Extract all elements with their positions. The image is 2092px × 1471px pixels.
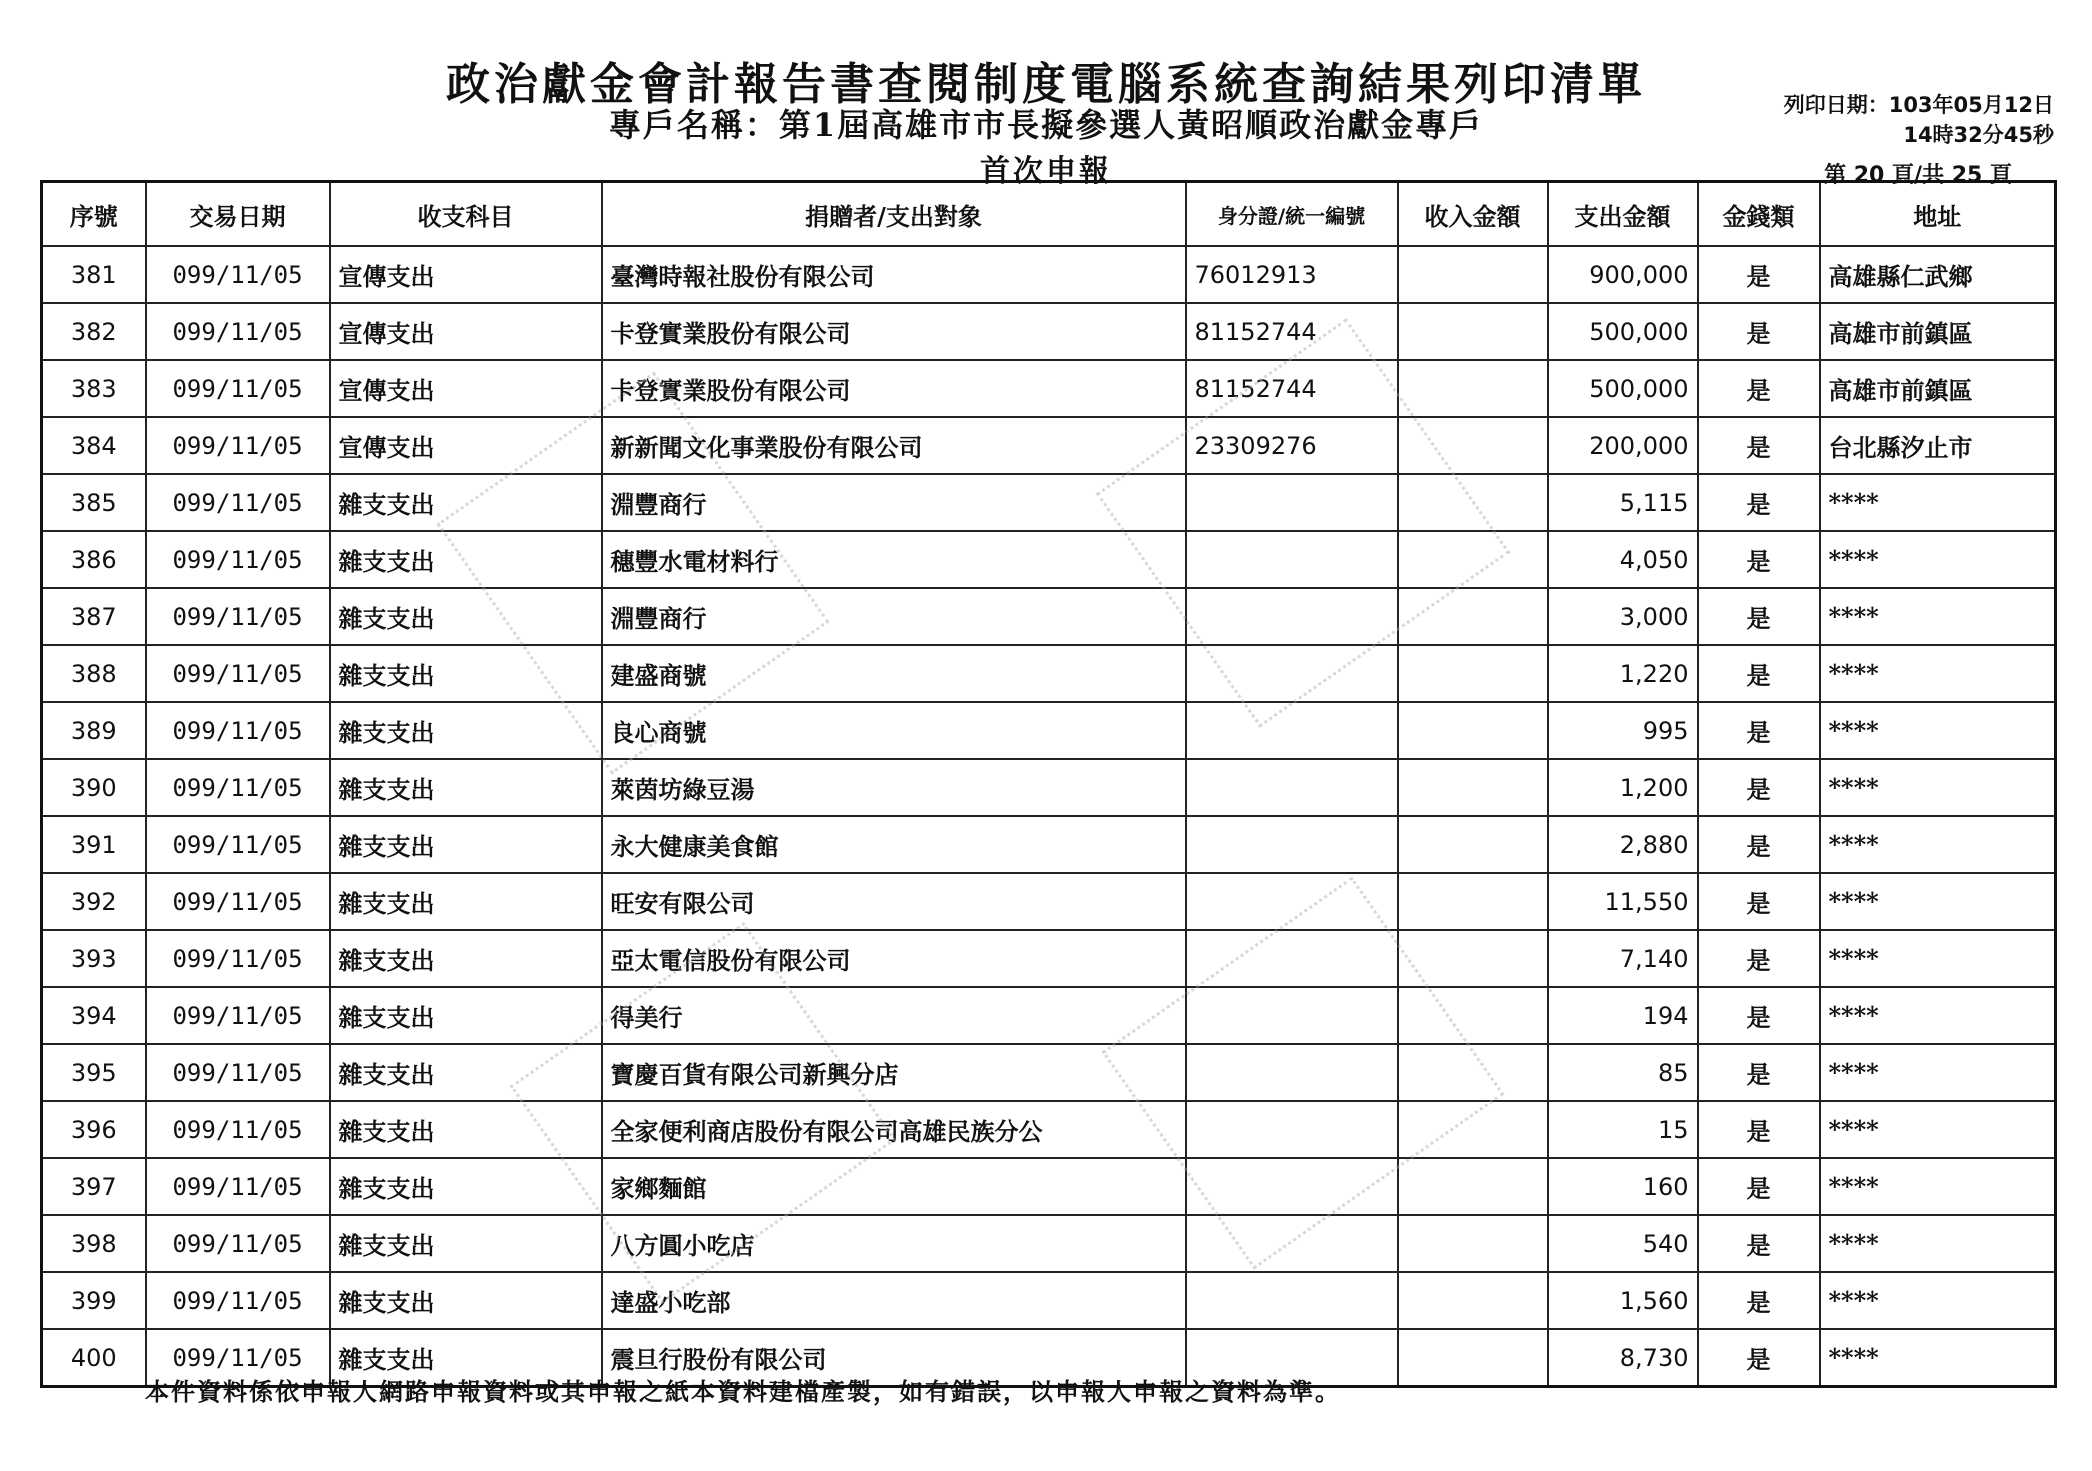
row-expense: 1,200	[1548, 759, 1698, 816]
row-id-number	[1186, 816, 1398, 873]
row-seq: 385	[42, 474, 146, 531]
row-income	[1398, 417, 1548, 474]
row-seq: 390	[42, 759, 146, 816]
table-header-row	[42, 182, 2056, 247]
row-expense: 540	[1548, 1215, 1698, 1272]
row-address: ****	[1820, 873, 2056, 930]
row-party: 永大健康美食館	[602, 816, 1186, 873]
col-header-seq: 序號	[42, 182, 146, 247]
account-name: 專戶名稱：第1屆高雄市市長擬參選人黃昭順政治獻金專戶	[608, 106, 1484, 144]
row-income	[1398, 1272, 1548, 1329]
table-row	[42, 816, 2056, 873]
row-expense: 4,050	[1548, 531, 1698, 588]
row-category: 宣傳支出	[330, 303, 602, 360]
row-cash-flag: 是	[1698, 1101, 1820, 1158]
row-date: 099/11/05	[146, 759, 330, 816]
row-income	[1398, 873, 1548, 930]
row-id-number	[1186, 474, 1398, 531]
row-expense: 85	[1548, 1044, 1698, 1101]
row-date: 099/11/05	[146, 246, 330, 303]
row-address: ****	[1820, 702, 2056, 759]
row-seq: 384	[42, 417, 146, 474]
col-header-category: 收支科目	[330, 182, 602, 247]
row-party: 新新聞文化事業股份有限公司	[602, 417, 1186, 474]
col-header-expense: 支出金額	[1548, 182, 1698, 247]
row-seq: 396	[42, 1101, 146, 1158]
row-expense: 5,115	[1548, 474, 1698, 531]
row-income	[1398, 588, 1548, 645]
row-category: 雜支支出	[330, 645, 602, 702]
row-expense: 8,730	[1548, 1329, 1698, 1387]
row-date: 099/11/05	[146, 1101, 330, 1158]
row-cash-flag: 是	[1698, 246, 1820, 303]
table-row	[42, 1272, 2056, 1329]
row-date: 099/11/05	[146, 702, 330, 759]
row-income	[1398, 930, 1548, 987]
row-party: 旺安有限公司	[602, 873, 1186, 930]
row-date: 099/11/05	[146, 531, 330, 588]
row-id-number	[1186, 930, 1398, 987]
row-category: 宣傳支出	[330, 246, 602, 303]
row-address: ****	[1820, 1158, 2056, 1215]
row-cash-flag: 是	[1698, 987, 1820, 1044]
row-address: ****	[1820, 645, 2056, 702]
row-seq: 386	[42, 531, 146, 588]
row-id-number	[1186, 531, 1398, 588]
table-row	[42, 759, 2056, 816]
table-row	[42, 303, 2056, 360]
row-cash-flag: 是	[1698, 1215, 1820, 1272]
row-seq: 397	[42, 1158, 146, 1215]
row-date: 099/11/05	[146, 645, 330, 702]
table-body	[42, 246, 2056, 1387]
row-income	[1398, 1158, 1548, 1215]
row-party: 家鄉麵館	[602, 1158, 1186, 1215]
row-party: 淵豐商行	[602, 474, 1186, 531]
row-party: 寶慶百貨有限公司新興分店	[602, 1044, 1186, 1101]
row-date: 099/11/05	[146, 588, 330, 645]
row-category: 宣傳支出	[330, 360, 602, 417]
row-party: 建盛商號	[602, 645, 1186, 702]
table-row	[42, 417, 2056, 474]
row-id-number	[1186, 759, 1398, 816]
table-row	[42, 702, 2056, 759]
row-party: 卡登實業股份有限公司	[602, 360, 1186, 417]
col-header-cash: 金錢類	[1698, 182, 1820, 247]
row-expense: 7,140	[1548, 930, 1698, 987]
row-seq: 382	[42, 303, 146, 360]
row-seq: 400	[42, 1329, 146, 1387]
row-date: 099/11/05	[146, 1329, 330, 1387]
report-type: 首次申報	[980, 154, 1112, 189]
row-cash-flag: 是	[1698, 531, 1820, 588]
row-address: ****	[1820, 816, 2056, 873]
row-income	[1398, 303, 1548, 360]
col-header-party: 捐贈者/支出對象	[602, 182, 1186, 247]
row-expense: 15	[1548, 1101, 1698, 1158]
row-expense: 500,000	[1548, 303, 1698, 360]
row-id-number	[1186, 702, 1398, 759]
table-row	[42, 1044, 2056, 1101]
table-row	[42, 246, 2056, 303]
row-id-number: 81152744	[1186, 360, 1398, 417]
row-income	[1398, 702, 1548, 759]
row-income	[1398, 987, 1548, 1044]
table-row	[42, 588, 2056, 645]
row-party: 萊茵坊綠豆湯	[602, 759, 1186, 816]
row-id-number	[1186, 873, 1398, 930]
row-expense: 194	[1548, 987, 1698, 1044]
row-income	[1398, 474, 1548, 531]
row-date: 099/11/05	[146, 1158, 330, 1215]
row-address: 高雄市前鎮區	[1820, 303, 2056, 360]
report-title: 政治獻金會計報告書查閱制度電腦系統查詢結果列印清單	[446, 59, 1646, 110]
row-category: 雜支支出	[330, 588, 602, 645]
row-seq: 383	[42, 360, 146, 417]
row-cash-flag: 是	[1698, 759, 1820, 816]
row-party: 卡登實業股份有限公司	[602, 303, 1186, 360]
row-category: 雜支支出	[330, 930, 602, 987]
row-date: 099/11/05	[146, 360, 330, 417]
row-date: 099/11/05	[146, 417, 330, 474]
row-cash-flag: 是	[1698, 1272, 1820, 1329]
row-date: 099/11/05	[146, 1272, 330, 1329]
table-row	[42, 474, 2056, 531]
row-category: 雜支支出	[330, 702, 602, 759]
row-date: 099/11/05	[146, 303, 330, 360]
row-cash-flag: 是	[1698, 1044, 1820, 1101]
row-id-number: 23309276	[1186, 417, 1398, 474]
row-cash-flag: 是	[1698, 816, 1820, 873]
row-category: 雜支支出	[330, 1272, 602, 1329]
row-income	[1398, 759, 1548, 816]
row-expense: 900,000	[1548, 246, 1698, 303]
row-seq: 394	[42, 987, 146, 1044]
row-expense: 11,550	[1548, 873, 1698, 930]
row-category: 雜支支出	[330, 1158, 602, 1215]
row-category: 雜支支出	[330, 1101, 602, 1158]
row-date: 099/11/05	[146, 474, 330, 531]
row-party: 淵豐商行	[602, 588, 1186, 645]
col-header-id: 身分證/統一編號	[1186, 182, 1398, 247]
row-address: ****	[1820, 1215, 2056, 1272]
row-address: 台北縣汐止市	[1820, 417, 2056, 474]
row-id-number	[1186, 1158, 1398, 1215]
row-cash-flag: 是	[1698, 1329, 1820, 1387]
row-address: ****	[1820, 987, 2056, 1044]
row-category: 雜支支出	[330, 1044, 602, 1101]
print-date	[1784, 90, 2054, 150]
row-income	[1398, 1101, 1548, 1158]
row-cash-flag: 是	[1698, 702, 1820, 759]
row-category: 雜支支出	[330, 474, 602, 531]
row-expense: 995	[1548, 702, 1698, 759]
footer-note: 本件資料係依申報人網路申報資料或其申報之紙本資料建檔產製，如有錯誤，以申報人申報之資料為準。	[145, 1377, 1341, 1406]
table-row	[42, 531, 2056, 588]
row-cash-flag: 是	[1698, 303, 1820, 360]
table-row	[42, 645, 2056, 702]
row-cash-flag: 是	[1698, 873, 1820, 930]
row-address: ****	[1820, 759, 2056, 816]
row-address: ****	[1820, 1044, 2056, 1101]
print-date-line2: 14時32分45秒	[1903, 123, 2054, 147]
table-row	[42, 873, 2056, 930]
row-income	[1398, 246, 1548, 303]
row-id-number	[1186, 1044, 1398, 1101]
row-address: ****	[1820, 474, 2056, 531]
row-seq: 393	[42, 930, 146, 987]
row-date: 099/11/05	[146, 1044, 330, 1101]
row-category: 雜支支出	[330, 531, 602, 588]
row-party: 良心商號	[602, 702, 1186, 759]
row-date: 099/11/05	[146, 930, 330, 987]
row-expense: 200,000	[1548, 417, 1698, 474]
row-category: 雜支支出	[330, 816, 602, 873]
row-category: 雜支支出	[330, 759, 602, 816]
row-cash-flag: 是	[1698, 417, 1820, 474]
row-expense: 160	[1548, 1158, 1698, 1215]
row-seq: 399	[42, 1272, 146, 1329]
row-category: 宣傳支出	[330, 417, 602, 474]
row-seq: 392	[42, 873, 146, 930]
row-date: 099/11/05	[146, 873, 330, 930]
row-expense: 3,000	[1548, 588, 1698, 645]
row-cash-flag: 是	[1698, 645, 1820, 702]
col-header-date: 交易日期	[146, 182, 330, 247]
row-id-number	[1186, 645, 1398, 702]
row-party: 八方圓小吃店	[602, 1215, 1186, 1272]
row-cash-flag: 是	[1698, 474, 1820, 531]
row-expense: 500,000	[1548, 360, 1698, 417]
row-party: 臺灣時報社股份有限公司	[602, 246, 1186, 303]
table-row	[42, 930, 2056, 987]
row-id-number: 81152744	[1186, 303, 1398, 360]
table-row	[42, 987, 2056, 1044]
row-seq: 389	[42, 702, 146, 759]
row-id-number	[1186, 588, 1398, 645]
row-expense: 1,560	[1548, 1272, 1698, 1329]
row-address: ****	[1820, 930, 2056, 987]
row-cash-flag: 是	[1698, 1158, 1820, 1215]
row-id-number	[1186, 1215, 1398, 1272]
row-party: 全家便利商店股份有限公司高雄民族分公	[602, 1101, 1186, 1158]
col-header-address: 地址	[1820, 182, 2056, 247]
row-address: 高雄市前鎮區	[1820, 360, 2056, 417]
row-expense: 2,880	[1548, 816, 1698, 873]
row-address: ****	[1820, 1272, 2056, 1329]
row-cash-flag: 是	[1698, 930, 1820, 987]
print-date-line1: 列印日期：103年05月12日	[1783, 93, 2054, 117]
row-seq: 398	[42, 1215, 146, 1272]
row-seq: 388	[42, 645, 146, 702]
col-header-income: 收入金額	[1398, 182, 1548, 247]
records-table	[40, 180, 2057, 1388]
row-cash-flag: 是	[1698, 588, 1820, 645]
row-category: 雜支支出	[330, 1329, 602, 1387]
row-party: 得美行	[602, 987, 1186, 1044]
row-income	[1398, 360, 1548, 417]
table-row	[42, 360, 2056, 417]
row-party: 穗豐水電材料行	[602, 531, 1186, 588]
row-income	[1398, 1044, 1548, 1101]
row-income	[1398, 816, 1548, 873]
row-date: 099/11/05	[146, 1215, 330, 1272]
table-row	[42, 1101, 2056, 1158]
row-address: 高雄縣仁武鄉	[1820, 246, 2056, 303]
row-category: 雜支支出	[330, 987, 602, 1044]
row-seq: 391	[42, 816, 146, 873]
row-id-number: 76012913	[1186, 246, 1398, 303]
row-category: 雜支支出	[330, 1215, 602, 1272]
row-cash-flag: 是	[1698, 360, 1820, 417]
row-party: 達盛小吃部	[602, 1272, 1186, 1329]
row-income	[1398, 1215, 1548, 1272]
row-id-number	[1186, 987, 1398, 1044]
row-party: 亞太電信股份有限公司	[602, 930, 1186, 987]
row-seq: 387	[42, 588, 146, 645]
row-address: ****	[1820, 1329, 2056, 1387]
row-seq: 395	[42, 1044, 146, 1101]
row-expense: 1,220	[1548, 645, 1698, 702]
row-income	[1398, 645, 1548, 702]
row-id-number	[1186, 1101, 1398, 1158]
row-category: 雜支支出	[330, 873, 602, 930]
row-date: 099/11/05	[146, 987, 330, 1044]
row-party: 震旦行股份有限公司	[602, 1329, 1186, 1387]
row-date: 099/11/05	[146, 816, 330, 873]
table-row	[42, 1215, 2056, 1272]
row-income	[1398, 531, 1548, 588]
page-info: 第 20 頁/共 25 頁	[1824, 163, 2012, 188]
table-row	[42, 1158, 2056, 1215]
row-address: ****	[1820, 531, 2056, 588]
row-id-number	[1186, 1272, 1398, 1329]
row-seq: 381	[42, 246, 146, 303]
row-income	[1398, 1329, 1548, 1387]
row-address: ****	[1820, 1101, 2056, 1158]
row-address: ****	[1820, 588, 2056, 645]
